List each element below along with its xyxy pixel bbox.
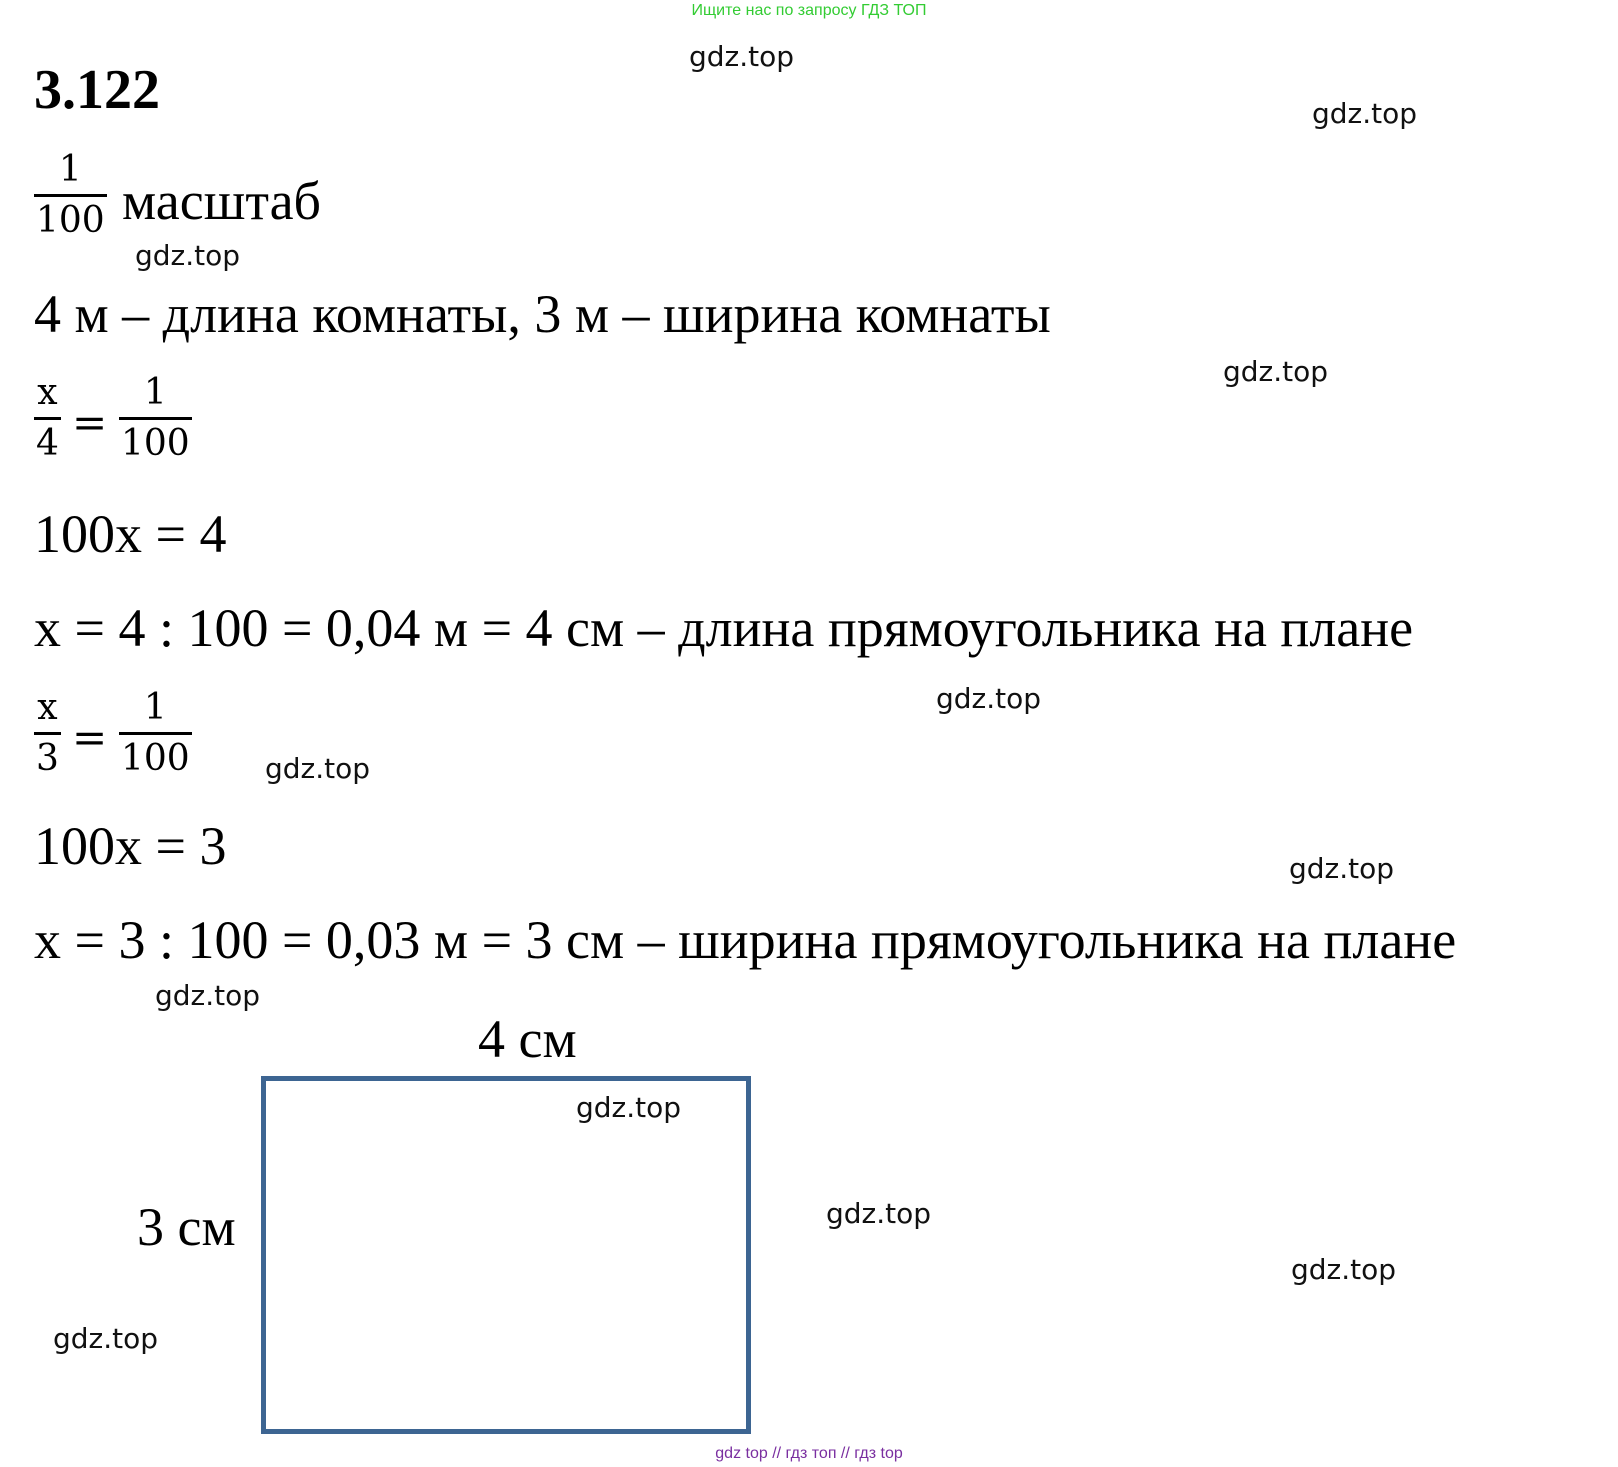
watermark: gdz.top: [265, 752, 371, 785]
watermark: gdz.top: [1223, 355, 1329, 388]
length-right-num: 1: [143, 372, 167, 413]
length-equation: 100x = 4: [34, 504, 227, 564]
width-right-fraction: [119, 687, 192, 779]
watermark: gdz.top: [53, 1322, 159, 1355]
watermark: gdz.top: [135, 239, 241, 272]
watermark: gdz.top: [1291, 1253, 1397, 1286]
watermark: gdz.top: [689, 40, 795, 73]
width-left-fraction: [34, 687, 61, 779]
watermark: gdz.top: [1312, 97, 1418, 130]
length-equals-sign: =: [72, 398, 108, 447]
watermark: gdz.top: [1289, 852, 1395, 885]
length-result: x = 4 : 100 = 0,04 м = 4 см – длина прямоугольника на плане: [34, 598, 1414, 658]
width-right-den: 100: [121, 738, 190, 779]
length-left-den: 4: [36, 423, 59, 464]
scale-fraction: [34, 149, 107, 241]
width-right-num: 1: [143, 687, 167, 728]
search-hint-banner: Ищите нас по запросу ГДЗ ТОП: [691, 2, 927, 19]
watermark: gdz.top: [576, 1091, 682, 1124]
watermark: gdz.top: [936, 682, 1042, 715]
watermark: gdz.top: [826, 1197, 932, 1230]
length-left-fraction: [34, 372, 61, 464]
length-right-den: 100: [121, 423, 190, 464]
watermark: gdz.top: [155, 979, 261, 1012]
rectangle-length-label: 4 см: [478, 1009, 577, 1069]
width-equals-sign: =: [72, 713, 108, 762]
length-right-fraction: [119, 372, 192, 464]
given-statement: 4 м – длина комнаты, 3 м – ширина комнаты: [34, 284, 1051, 344]
scale-label: масштаб: [122, 171, 322, 231]
scale-numerator: 1: [58, 149, 82, 190]
problem-number: 3.122: [34, 59, 160, 121]
rectangle-width-label: 3 см: [137, 1197, 236, 1257]
footer-links[interactable]: gdz top // гдз топ // гдз top: [715, 1445, 903, 1462]
width-result: x = 3 : 100 = 0,03 м = 3 см – ширина прямоугольника на плане: [34, 910, 1457, 970]
length-left-num: x: [37, 372, 58, 413]
width-left-den: 3: [36, 738, 59, 779]
plan-rectangle: [261, 1076, 751, 1434]
width-equation: 100x = 3: [34, 816, 227, 876]
scale-denominator: 100: [36, 200, 105, 241]
width-left-num: x: [37, 687, 58, 728]
